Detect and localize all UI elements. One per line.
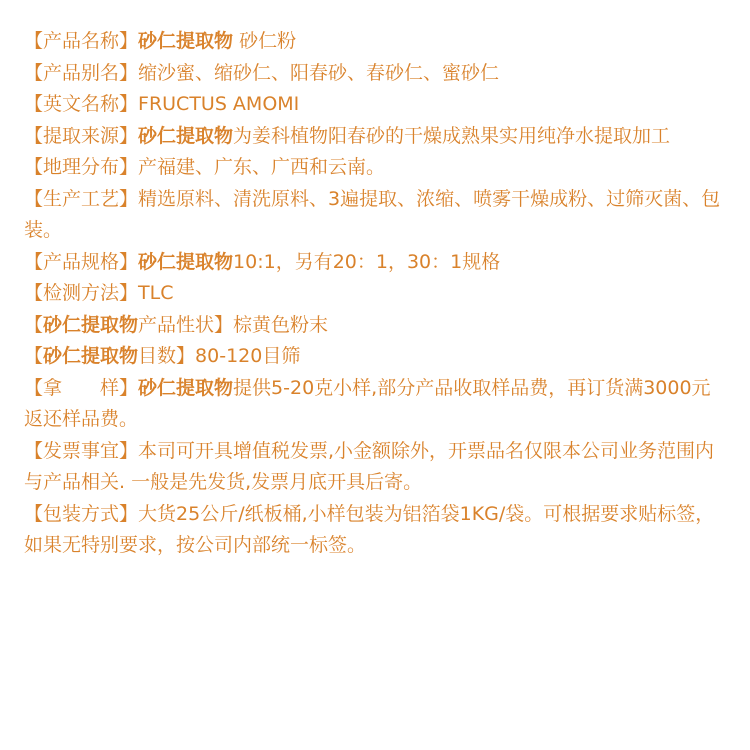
distribution-value: 产福建、广东、广西和云南。	[138, 156, 386, 178]
distribution-row	[24, 152, 724, 184]
english-name-label: 【英文名称】	[24, 93, 139, 115]
source-value: 为姜科植物阳春砂的干燥成熟果实用纯净水提取加工	[233, 124, 671, 147]
alias-label: 【产品别名】	[24, 61, 139, 84]
mesh-label-rest: 目数】	[138, 345, 196, 367]
product-name-label: 【产品名称】	[24, 30, 139, 52]
mesh-label-open: 【	[24, 345, 44, 367]
english-name-row	[24, 89, 724, 121]
process-row	[24, 184, 724, 247]
distribution-label: 【地理分布】	[24, 156, 139, 178]
product-name-row	[24, 26, 724, 58]
alias-value: 缩沙蜜、缩砂仁、阳春砂、春砂仁、蜜砂仁	[138, 61, 500, 84]
english-name-value: FRUCTUS AMOMI	[138, 93, 300, 115]
appearance-row	[24, 310, 724, 342]
packaging-row	[24, 499, 724, 562]
test-method-label: 【检测方法】	[24, 282, 139, 304]
process-value: 精选原料、清洗原料、3遍提取、浓缩、喷雾干燥成粉、过筛灭菌、包装。	[24, 187, 721, 241]
specification-label: 【产品规格】	[24, 250, 139, 273]
specification-emphasis: 砂仁提取物	[138, 250, 234, 273]
appearance-emphasis: 砂仁提取物	[43, 313, 139, 336]
packaging-label: 【包装方式】	[24, 502, 139, 525]
appearance-label-open: 【	[24, 313, 44, 336]
source-label: 【提取来源】	[24, 124, 139, 147]
test-method-row	[24, 278, 724, 310]
mesh-emphasis: 砂仁提取物	[43, 345, 139, 367]
specification-value: 10:1，另有20：1，30：1规格	[233, 250, 501, 273]
alias-row	[24, 58, 724, 90]
sample-label-open: 【拿	[24, 376, 63, 399]
process-label: 【生产工艺】	[24, 187, 139, 210]
product-name-emphasis: 砂仁提取物	[138, 30, 234, 52]
source-emphasis: 砂仁提取物	[138, 124, 234, 147]
sample-emphasis: 砂仁提取物	[138, 376, 234, 399]
mesh-value: 80-120目筛	[195, 345, 301, 367]
specification-row	[24, 247, 724, 279]
mesh-row	[24, 341, 724, 373]
packaging-value: 大货25公斤/纸板桶,小样包装为铝箔袋1KG/袋。可根据要求贴标签，如果无特别要求，按公司内部统一标签。	[24, 502, 715, 556]
sample-value: 提供5-20克小样,部分产品收取样品费，再订货满3000元返还样品费。	[24, 376, 711, 430]
source-row	[24, 121, 724, 153]
invoice-value: 本司可开具增值税发票,小金额除外，开票品名仅限本公司业务范围内与产品相关. 一般是先发货,发票月底开具后寄。	[24, 439, 715, 493]
product-name-value: 砂仁粉	[233, 30, 297, 52]
appearance-value: 棕黄色粉末	[233, 313, 329, 336]
invoice-row	[24, 436, 724, 499]
product-spec-sheet	[24, 26, 724, 562]
appearance-label-rest: 产品性状】	[138, 313, 234, 336]
sample-row	[24, 373, 724, 436]
sample-label-close: 样】	[100, 376, 139, 399]
invoice-label: 【发票事宜】	[24, 439, 139, 462]
test-method-value: TLC	[138, 282, 174, 304]
